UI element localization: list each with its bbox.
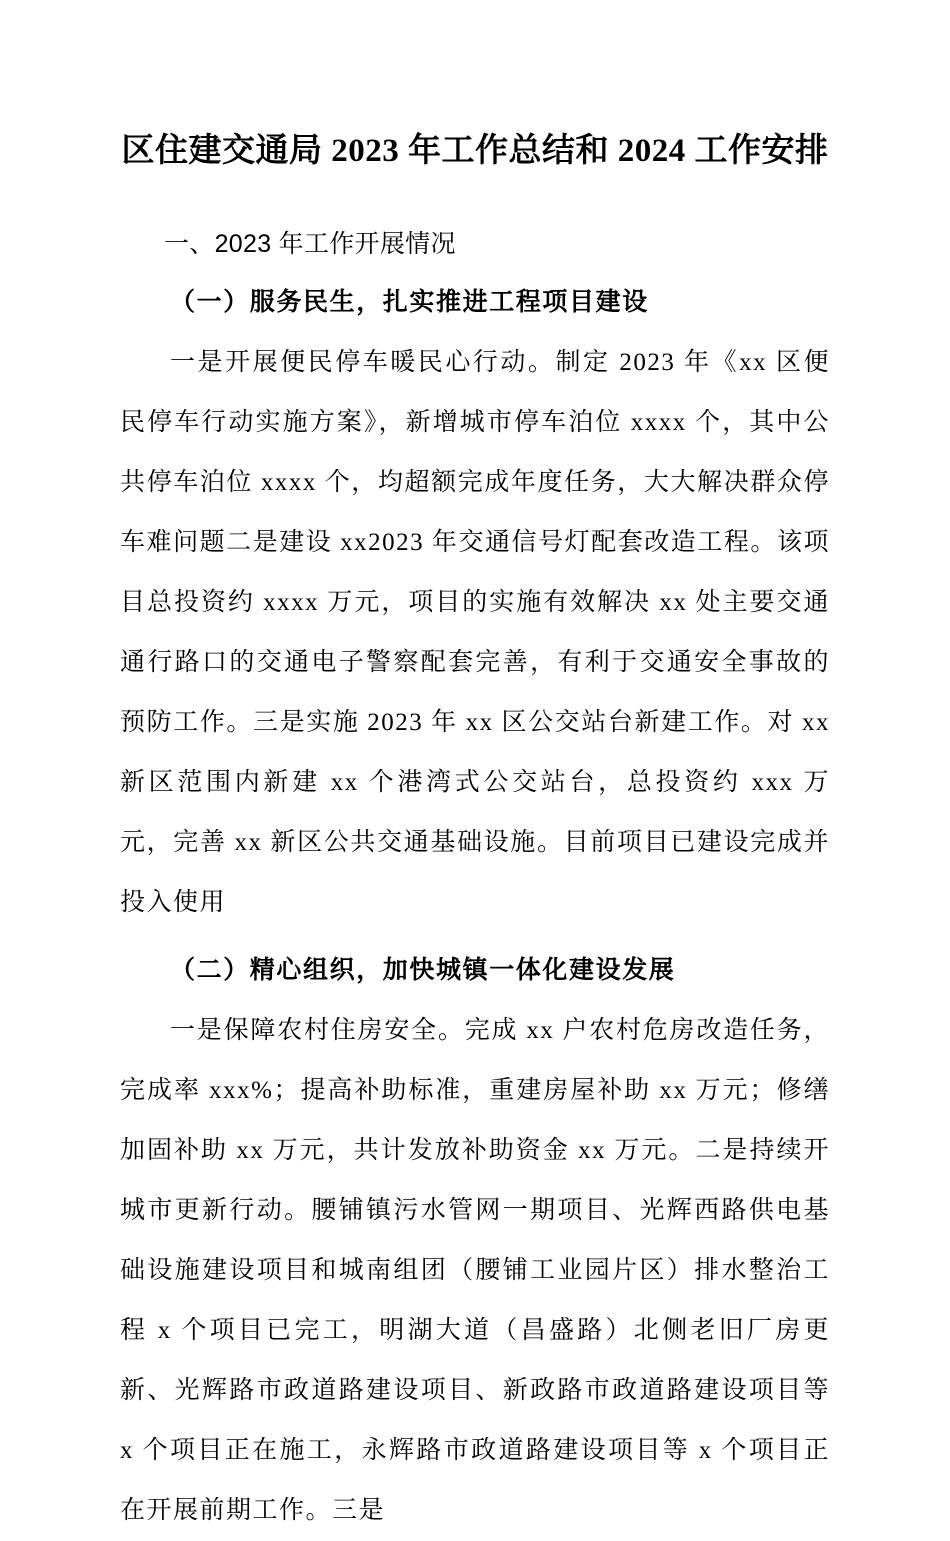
paragraph-1: 一是开展便民停车暖民心行动。制定 2023 年《xx 区便民停车行动实施方案》，新增城市停车泊位 xxxx 个，其中公共停车泊位 xxxx 个，均超额完成年度任务，大大解决群众停车难问题二是建设 xx2023 年交通信号灯配套改造工程。该项目总投资约 xxxx 万元，项目的实施有效解决 xx 处主要交通通行路口的交通电子警察配套完善，有利于交通安全事故的预防工作。三是实施 2023 年 xx 区公交站台新建工作。对 xx 新区范围内新建 xx 个港湾式公交站台，总投资约 xxx 万元，完善 xx 新区公共交通基础设施。目前项目已建设完成并投入使用 — [120, 349, 830, 916]
section-subheading-2: （二）精心组织，加快城镇一体化建设发展 — [170, 957, 676, 984]
paragraph-2: 一是保障农村住房安全。完成 xx 户农村危房改造任务，完成率 xxx%；提高补助标准，重建房屋补助 xx 万元；修缮加固补助 xx 万元，共计发放补助资金 xx 万元。二是持续开城市更新行动。腰铺镇污水管网一期项目、光辉西路供电基础设施建设项目和城南组团（腰铺工业园片区）排水整治工程 x 个项目已完工，明湖大道（昌盛路）北侧老旧厂房更新、光辉路市政道路建设项目、新政路市政道路建设项目等 x 个项目正在施工，永辉路市政道路建设项目等 x 个项目正在开展前期工作。三是 — [120, 1017, 830, 1524]
section-heading-level1: 一、2023 年工作开展情况 — [164, 230, 456, 258]
section-subheading-1: （一）服务民生，扎实推进工程项目建设 — [170, 289, 649, 316]
document-content-column — [120, 0, 830, 1541]
page-title: 区住建交通局 2023 年工作总结和 2024 工作安排 — [121, 133, 829, 169]
